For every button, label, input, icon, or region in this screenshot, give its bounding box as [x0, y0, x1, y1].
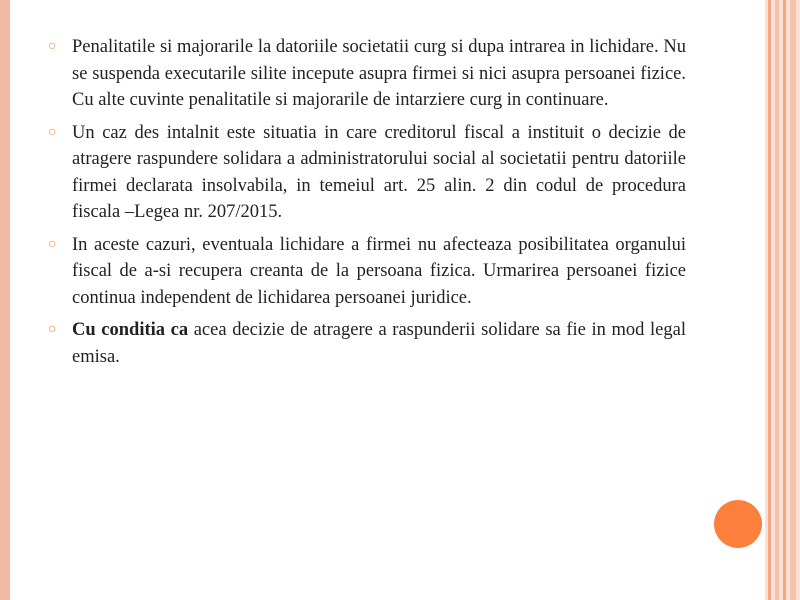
- bullet-item: [48, 120, 686, 226]
- bullet-item: [48, 232, 686, 312]
- ring-bullet-icon: ○: [48, 236, 57, 252]
- bullet-text: acea decizie de atragere a raspunderii solidare sa fie in mod legal emisa.: [72, 320, 686, 367]
- left-decorative-bar: [0, 0, 10, 600]
- bullet-text: In aceste cazuri, eventuala lichidare a firmei nu afecteaza posibilitatea organului fiscal de a-si recupera creanta de la persoana fizica. Urmarirea persoanei fizice continua independent de lichidarea persoanei juridice.: [72, 234, 686, 308]
- stripe-line: [775, 0, 779, 600]
- bullet-bold-text: Cu conditia ca: [72, 320, 189, 340]
- bullet-list: [48, 34, 686, 376]
- bullet-item: [48, 34, 686, 114]
- decorative-circle: [714, 500, 762, 548]
- bullet-text: Un caz des intalnit este situatia in care creditorul fiscal a instituit o decizie de atragere raspundere solidara a administratorului social al societatii pentru datoriile firmei declarata insolvabila, in temeiul art. 25 alin. 2 din codul de procedura fiscala –Legea nr. 207/2015.: [72, 122, 686, 222]
- stripe-line: [768, 0, 771, 600]
- stripe-line: [783, 0, 786, 600]
- ring-bullet-icon: ○: [48, 124, 57, 140]
- ring-bullet-icon: ○: [48, 322, 57, 337]
- ring-bullet-icon: ○: [48, 39, 57, 54]
- bullet-item: [48, 317, 686, 370]
- bullet-text: Penalitatile si majorarile la datoriile societatii curg si dupa intrarea in lichidare. Nu se suspenda executarile silite incepute asupra firmei si nici asupra persoanei fizice. Cu alte cuvinte penalitatile si majorarile de intarziere curg in continuare.: [72, 37, 686, 110]
- stripe-line: [790, 0, 796, 600]
